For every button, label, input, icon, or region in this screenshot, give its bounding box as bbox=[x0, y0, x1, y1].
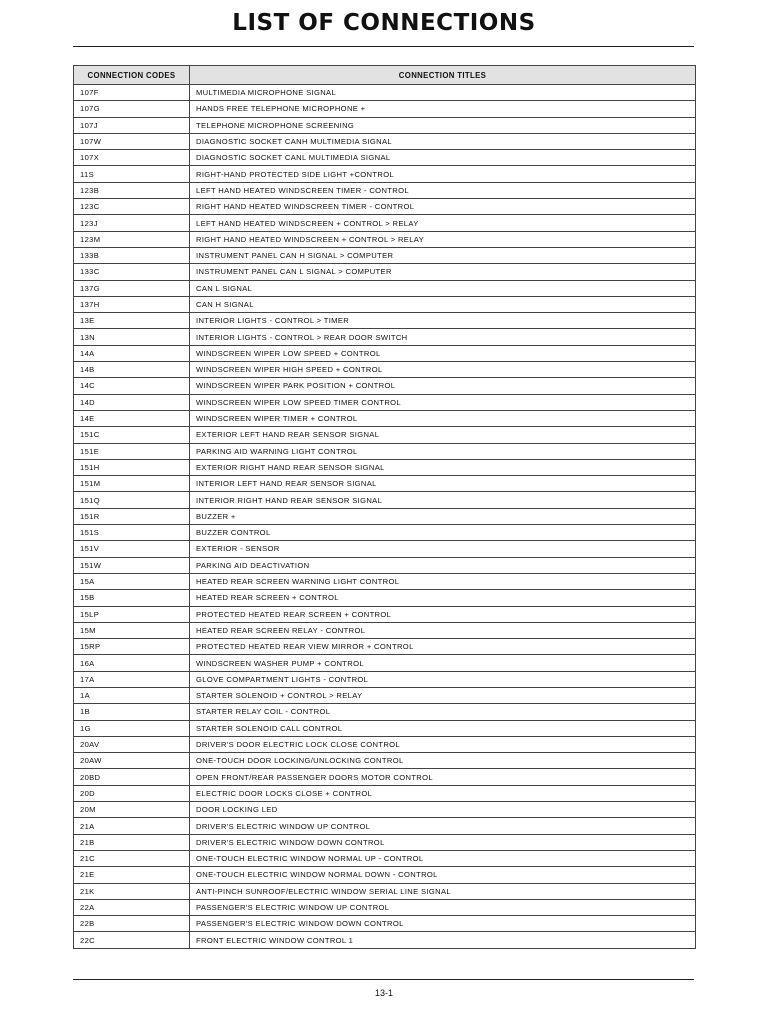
connection-title: MULTIMEDIA MICROPHONE SIGNAL bbox=[190, 85, 696, 101]
table-row bbox=[74, 704, 696, 720]
connection-title: ONE-TOUCH ELECTRIC WINDOW NORMAL UP - CONTROL bbox=[190, 850, 696, 866]
table-row bbox=[74, 459, 696, 475]
table-row bbox=[74, 671, 696, 687]
table-row bbox=[74, 215, 696, 231]
connection-title: FRONT ELECTRIC WINDOW CONTROL 1 bbox=[190, 932, 696, 948]
connection-code: 123M bbox=[74, 231, 190, 247]
table-row bbox=[74, 443, 696, 459]
table-row bbox=[74, 622, 696, 638]
connection-code: 151C bbox=[74, 427, 190, 443]
connection-title: STARTER RELAY COIL - CONTROL bbox=[190, 704, 696, 720]
connection-title: PARKING AID DEACTIVATION bbox=[190, 557, 696, 573]
table-row bbox=[74, 899, 696, 915]
table-row bbox=[74, 133, 696, 149]
connection-title: DOOR LOCKING LED bbox=[190, 802, 696, 818]
connection-title: DRIVER'S ELECTRIC WINDOW DOWN CONTROL bbox=[190, 834, 696, 850]
connection-title: ONE-TOUCH ELECTRIC WINDOW NORMAL DOWN - CONTROL bbox=[190, 867, 696, 883]
connection-code: 21B bbox=[74, 834, 190, 850]
connection-title: PROTECTED HEATED REAR VIEW MIRROR + CONTROL bbox=[190, 639, 696, 655]
table-row bbox=[74, 883, 696, 899]
table-row bbox=[74, 802, 696, 818]
connection-title: DIAGNOSTIC SOCKET CANH MULTIMEDIA SIGNAL bbox=[190, 133, 696, 149]
connection-title: WINDSCREEN WIPER PARK POSITION + CONTROL bbox=[190, 378, 696, 394]
connection-title: INTERIOR RIGHT HAND REAR SENSOR SIGNAL bbox=[190, 492, 696, 508]
connection-code: 151S bbox=[74, 525, 190, 541]
footer-divider bbox=[73, 979, 694, 980]
connection-title: WINDSCREEN WIPER LOW SPEED + CONTROL bbox=[190, 345, 696, 361]
connection-code: 21C bbox=[74, 850, 190, 866]
connection-code: 13N bbox=[74, 329, 190, 345]
table-row bbox=[74, 785, 696, 801]
connection-title: TELEPHONE MICROPHONE SCREENING bbox=[190, 117, 696, 133]
table-row bbox=[74, 264, 696, 280]
table-row bbox=[74, 606, 696, 622]
connection-code: 17A bbox=[74, 671, 190, 687]
table-row bbox=[74, 867, 696, 883]
connection-title: INSTRUMENT PANEL CAN H SIGNAL > COMPUTER bbox=[190, 247, 696, 263]
table-row bbox=[74, 394, 696, 410]
table-row bbox=[74, 345, 696, 361]
table-row bbox=[74, 916, 696, 932]
table-header-row bbox=[74, 66, 696, 85]
table-row bbox=[74, 818, 696, 834]
title-divider bbox=[73, 46, 694, 47]
connection-title: ONE-TOUCH DOOR LOCKING/UNLOCKING CONTROL bbox=[190, 753, 696, 769]
connection-title: PROTECTED HEATED REAR SCREEN + CONTROL bbox=[190, 606, 696, 622]
connection-code: 133B bbox=[74, 247, 190, 263]
connection-code: 21E bbox=[74, 867, 190, 883]
table-row bbox=[74, 101, 696, 117]
connection-code: 151M bbox=[74, 476, 190, 492]
page-number: 13-1 bbox=[374, 988, 393, 998]
connection-code: 22B bbox=[74, 916, 190, 932]
connection-title: GLOVE COMPARTMENT LIGHTS - CONTROL bbox=[190, 671, 696, 687]
connection-code: 151W bbox=[74, 557, 190, 573]
connection-title: EXTERIOR LEFT HAND REAR SENSOR SIGNAL bbox=[190, 427, 696, 443]
table-row bbox=[74, 590, 696, 606]
table-row bbox=[74, 508, 696, 524]
connection-title: DIAGNOSTIC SOCKET CANL MULTIMEDIA SIGNAL bbox=[190, 150, 696, 166]
table-row bbox=[74, 557, 696, 573]
header-connection-titles: CONNECTION TITLES bbox=[190, 66, 696, 85]
connection-title: INTERIOR LIGHTS - CONTROL > REAR DOOR SWITCH bbox=[190, 329, 696, 345]
table-row bbox=[74, 655, 696, 671]
connection-title: HEATED REAR SCREEN WARNING LIGHT CONTROL bbox=[190, 573, 696, 589]
table-row bbox=[74, 720, 696, 736]
connection-code: 123B bbox=[74, 182, 190, 198]
table-row bbox=[74, 166, 696, 182]
connection-code: 107F bbox=[74, 85, 190, 101]
connection-title: PASSENGER'S ELECTRIC WINDOW UP CONTROL bbox=[190, 899, 696, 915]
connection-code: 20M bbox=[74, 802, 190, 818]
connection-title: HEATED REAR SCREEN RELAY - CONTROL bbox=[190, 622, 696, 638]
connection-title: RIGHT-HAND PROTECTED SIDE LIGHT +CONTROL bbox=[190, 166, 696, 182]
table-row bbox=[74, 296, 696, 312]
connection-code: 1G bbox=[74, 720, 190, 736]
connection-code: 137G bbox=[74, 280, 190, 296]
connection-code: 133C bbox=[74, 264, 190, 280]
connection-code: 107W bbox=[74, 133, 190, 149]
connection-title: STARTER SOLENOID CALL CONTROL bbox=[190, 720, 696, 736]
connection-code: 151Q bbox=[74, 492, 190, 508]
connection-title: BUZZER CONTROL bbox=[190, 525, 696, 541]
table-row bbox=[74, 313, 696, 329]
table-row bbox=[74, 199, 696, 215]
page-title: LIST OF CONNECTIONS bbox=[232, 10, 536, 36]
table-row bbox=[74, 280, 696, 296]
connection-title: INSTRUMENT PANEL CAN L SIGNAL > COMPUTER bbox=[190, 264, 696, 280]
connection-title: OPEN FRONT/REAR PASSENGER DOORS MOTOR CONTROL bbox=[190, 769, 696, 785]
connection-code: 22C bbox=[74, 932, 190, 948]
connection-code: 151R bbox=[74, 508, 190, 524]
connection-title: HANDS FREE TELEPHONE MICROPHONE + bbox=[190, 101, 696, 117]
connection-title: EXTERIOR - SENSOR bbox=[190, 541, 696, 557]
connection-code: 151E bbox=[74, 443, 190, 459]
connection-title: PASSENGER'S ELECTRIC WINDOW DOWN CONTROL bbox=[190, 916, 696, 932]
table-row bbox=[74, 150, 696, 166]
connection-code: 22A bbox=[74, 899, 190, 915]
connection-title: HEATED REAR SCREEN + CONTROL bbox=[190, 590, 696, 606]
table-row bbox=[74, 492, 696, 508]
connection-code: 107G bbox=[74, 101, 190, 117]
connection-code: 1B bbox=[74, 704, 190, 720]
connection-title: RIGHT HAND HEATED WINDSCREEN TIMER - CONTROL bbox=[190, 199, 696, 215]
table-row bbox=[74, 362, 696, 378]
table-row bbox=[74, 329, 696, 345]
connection-code: 15B bbox=[74, 590, 190, 606]
header-connection-codes: CONNECTION CODES bbox=[74, 66, 190, 85]
connection-title: WINDSCREEN WIPER LOW SPEED TIMER CONTROL bbox=[190, 394, 696, 410]
connection-code: 14D bbox=[74, 394, 190, 410]
connection-code: 14A bbox=[74, 345, 190, 361]
table-row bbox=[74, 117, 696, 133]
connection-code: 11S bbox=[74, 166, 190, 182]
table-row bbox=[74, 247, 696, 263]
table-row bbox=[74, 525, 696, 541]
table-row bbox=[74, 476, 696, 492]
connection-title: PARKING AID WARNING LIGHT CONTROL bbox=[190, 443, 696, 459]
table-row bbox=[74, 834, 696, 850]
connection-title: LEFT HAND HEATED WINDSCREEN + CONTROL > RELAY bbox=[190, 215, 696, 231]
connection-code: 15A bbox=[74, 573, 190, 589]
connection-title: WINDSCREEN WIPER TIMER + CONTROL bbox=[190, 410, 696, 426]
connection-code: 15LP bbox=[74, 606, 190, 622]
connection-code: 1A bbox=[74, 687, 190, 703]
table-body bbox=[74, 85, 696, 949]
connection-title: BUZZER + bbox=[190, 508, 696, 524]
connection-code: 14E bbox=[74, 410, 190, 426]
connections-table bbox=[73, 65, 696, 949]
connection-code: 151V bbox=[74, 541, 190, 557]
connection-code: 151H bbox=[74, 459, 190, 475]
connection-title: CAN H SIGNAL bbox=[190, 296, 696, 312]
table-row bbox=[74, 687, 696, 703]
table-row bbox=[74, 850, 696, 866]
connection-code: 20D bbox=[74, 785, 190, 801]
connection-code: 13E bbox=[74, 313, 190, 329]
connection-code: 20BD bbox=[74, 769, 190, 785]
connection-code: 14C bbox=[74, 378, 190, 394]
connection-code: 20AV bbox=[74, 736, 190, 752]
connection-title: DRIVER'S ELECTRIC WINDOW UP CONTROL bbox=[190, 818, 696, 834]
table-row bbox=[74, 736, 696, 752]
connection-title: WINDSCREEN WIPER HIGH SPEED + CONTROL bbox=[190, 362, 696, 378]
table-row bbox=[74, 85, 696, 101]
connection-title: RIGHT HAND HEATED WINDSCREEN + CONTROL > RELAY bbox=[190, 231, 696, 247]
connection-title: CAN L SIGNAL bbox=[190, 280, 696, 296]
connection-title: ANTI-PINCH SUNROOF/ELECTRIC WINDOW SERIAL LINE SIGNAL bbox=[190, 883, 696, 899]
connection-code: 123J bbox=[74, 215, 190, 231]
connection-code: 16A bbox=[74, 655, 190, 671]
table-row bbox=[74, 410, 696, 426]
connection-title: STARTER SOLENOID + CONTROL > RELAY bbox=[190, 687, 696, 703]
table-row bbox=[74, 427, 696, 443]
connection-code: 15RP bbox=[74, 639, 190, 655]
connection-title: DRIVER'S DOOR ELECTRIC LOCK CLOSE CONTROL bbox=[190, 736, 696, 752]
table-row bbox=[74, 231, 696, 247]
connection-code: 14B bbox=[74, 362, 190, 378]
connection-code: 137H bbox=[74, 296, 190, 312]
connection-code: 123C bbox=[74, 199, 190, 215]
table-row bbox=[74, 378, 696, 394]
connection-code: 15M bbox=[74, 622, 190, 638]
table-row bbox=[74, 769, 696, 785]
table-row bbox=[74, 541, 696, 557]
connection-title: WINDSCREEN WASHER PUMP + CONTROL bbox=[190, 655, 696, 671]
connection-code: 107J bbox=[74, 117, 190, 133]
table-row bbox=[74, 753, 696, 769]
connection-title: ELECTRIC DOOR LOCKS CLOSE + CONTROL bbox=[190, 785, 696, 801]
table-row bbox=[74, 932, 696, 948]
table-row bbox=[74, 573, 696, 589]
connection-code: 21K bbox=[74, 883, 190, 899]
connection-code: 20AW bbox=[74, 753, 190, 769]
table-row bbox=[74, 182, 696, 198]
connection-code: 107X bbox=[74, 150, 190, 166]
connection-title: LEFT HAND HEATED WINDSCREEN TIMER - CONTROL bbox=[190, 182, 696, 198]
table-row bbox=[74, 639, 696, 655]
connection-title: INTERIOR LEFT HAND REAR SENSOR SIGNAL bbox=[190, 476, 696, 492]
connection-code: 21A bbox=[74, 818, 190, 834]
connection-title: EXTERIOR RIGHT HAND REAR SENSOR SIGNAL bbox=[190, 459, 696, 475]
connection-title: INTERIOR LIGHTS - CONTROL > TIMER bbox=[190, 313, 696, 329]
